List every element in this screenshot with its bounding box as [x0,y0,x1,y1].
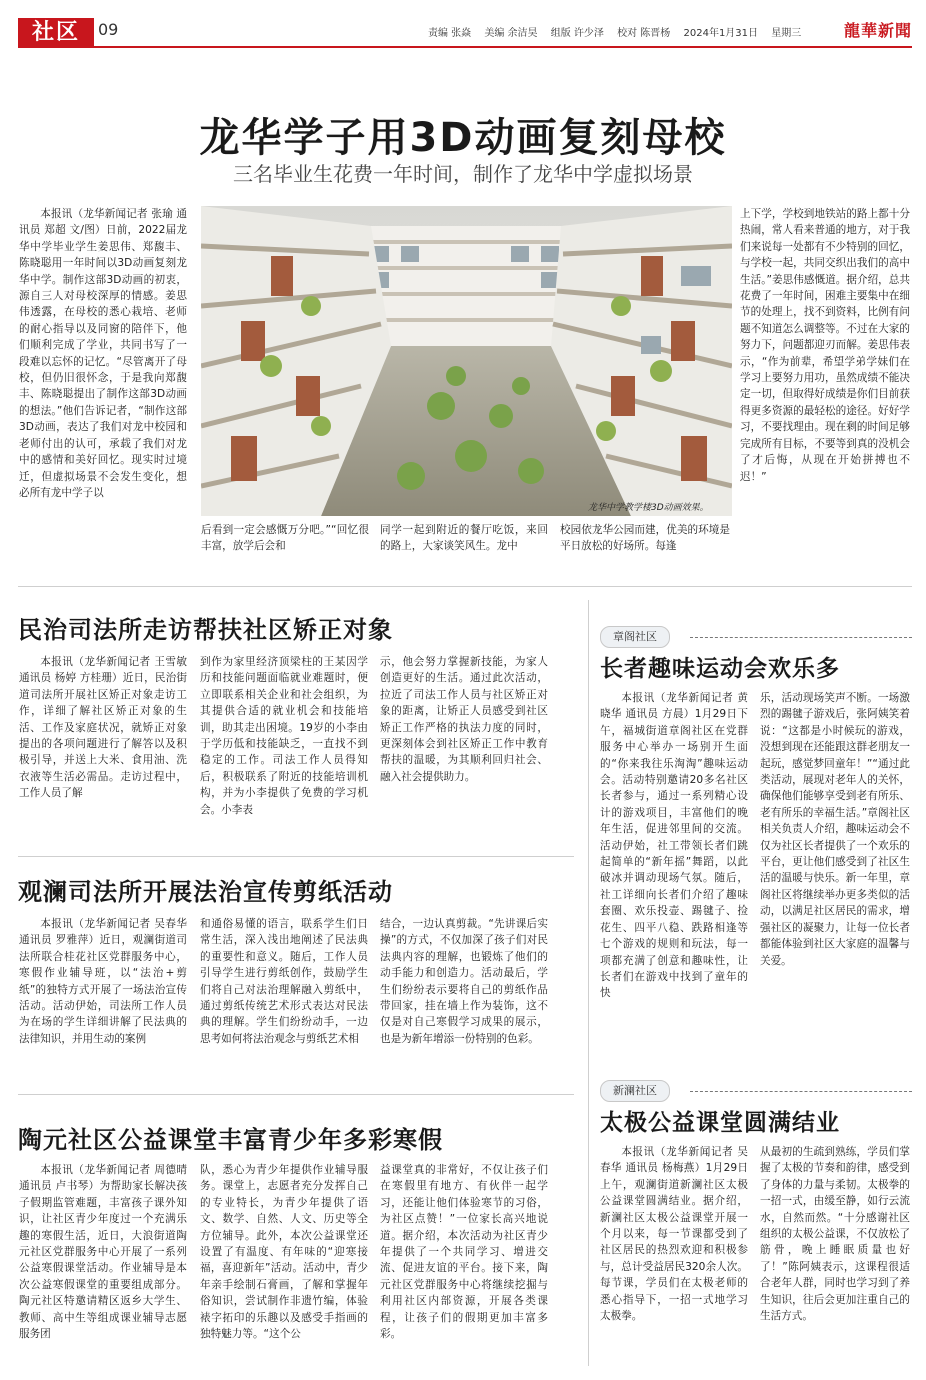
column-divider [588,600,589,1366]
lead-photo [201,206,732,516]
article4-headline: 长者趣味运动会欢乐多 [600,656,840,682]
issue-date: 2024年1月31日 [683,28,759,39]
article1-col1-text: 本报讯（龙华新闻记者 王雪敏 通讯员 杨婷 方桂珊）近日，民治街道司法所开展社区矫正对象走访工作，详细了解社区矫正对象的生活、工作及家庭状况，就矫正对象提出的各项问题进行了解答以及积极引导，并送上大米、食用油、洗衣液等生活必需品。走访过程中，工作人员了解 [19,656,187,800]
article3-col3-text: 益课堂真的非常好，不仅让孩子们在寒假里有地方、有伙伴一起学习，还能让他们体验寒节的习俗，为社区点赞！”一位家长高兴地说道。据介绍，本次活动为社区青少年提供了一个共同学习、增进交流、促进友谊的平台。接下来，陶元社区党群服务中心将继续挖掘与利用社区内部资源，开展各类课程，让孩子们的假期更加丰富多彩。 [380,1164,548,1341]
layout-credit: 组版 许少泽 [550,28,604,39]
lead-subheadline: 三名毕业生花费一年时间，制作了龙华中学虚拟场景 [233,162,693,186]
masthead-credits [428,24,811,39]
article5-community-tag: 新澜社区 [600,1080,670,1102]
article1-col3-text: 示，他会努力掌握新技能，为家人创造更好的生活。通过此次活动，拉近了司法工作人员与社区矫正对象的距离，让矫正人员感受到社区矫正工作严格的执法力度的同时，更深刻体会到社区矫正工作中教育帮扶的温暖，为其顺利回归社会、融入社会提供助力。 [380,656,548,783]
proof-credit: 校对 陈晋杨 [617,28,671,39]
article1-column-3 [380,654,548,844]
article1-column-1 [19,654,187,844]
article4-col1-text: 本报讯（龙华新闻记者 黄晓华 通讯员 方晨）1月29日下午，福城街道章阁社区在党群服务中心举办一场别开生面的“你来我往乐淘淘”趣味运动会。活动特别邀请20多名社区长者参与，通过一系列精心设计的游戏项目，丰富他们的晚年生活，促进邻里间的交流。活动伊始，社工带领长者们跳起简单的“新年摇”舞蹈，以此破冰并调动现场气氛。随后，社工详细向长者们介绍了趣味套圈、欢乐投壶、踢毽子、捡花生、四平八稳、跌路相逢等七个游戏的规则和玩法，每一项都充满了创意和趣味性，让长者们在游戏中找到了童年的快 [600,692,748,1000]
article1-col2-text: 到作为家里经济顶梁柱的王某因学历和技能问题面临就业难题时，便立即联系相关企业和社会组织，为其提供合适的就业机会和技能培训，助其走出困境。19岁的小李由于学历低和技能缺乏，一直找不到稳定的工作。司法工作人员得知后，积极联系了附近的技能培训机构，并为小李提供了免费的学习机会。小李表 [200,656,368,816]
photo-caption: 龙华中学教学楼3D动画效果。 [588,503,709,513]
article3-col1-text: 本报讯（龙华新闻记者 周德晴 通讯员 卢书琴）为帮助家长解决孩子假期监管难题，丰富孩子课外知识，让社区青少年度过一个充满乐趣的寒假生活，近日，大浪街道陶元社区党群服务中心开展了一系列公益寒假课堂活动。作业辅导是本次公益寒假课堂的重要组成部分。陶元社区特邀请精区返乡大学生、教师、高中生等组成课业辅导志愿服务团 [19,1164,187,1341]
lead-column-1 [19,206,187,566]
lead-column-4 [560,522,730,566]
article5-column-2 [760,1144,910,1366]
lead-column-2 [201,522,369,566]
article3-column-1 [19,1162,187,1368]
article2-headline: 观澜司法所开展法治宣传剪纸活动 [18,878,393,906]
editor-credit: 责编 张焱 [428,28,472,39]
article5-col2-text: 从最初的生疏到熟练，学员们掌握了太极的节奏和韵律，感受到了身体的力量与柔韧。太极拳的一招一式，由缓至静，如行云流水，自然而然。“十分感谢社区组织的太极公益课，不仅放松了筋骨，晚上睡眠质量也好了！”陈阿姨表示，这课程很适合老年人群，同时也学习到了养生知识，往后会更加注重自己的生活方式。 [760,1146,910,1323]
article1-headline: 民治司法所走访帮扶社区矫正对象 [18,616,393,644]
article5-tag-rule [690,1091,912,1092]
article3-column-2 [200,1162,368,1368]
article2-col3-text: 结合，一边认真剪裁。“先讲课后实操”的方式，不仅加深了孩子们对民法典内容的理解，也锻炼了他们的动手能力和创造力。活动最后，学生们纷纷表示要将自己的剪纸作品带回家，挂在墙上作为装饰，这不仅是对自己寒假学习成果的展示，也是为新年增添一份特别的色彩。 [380,918,548,1045]
article3-headline: 陶元社区公益课堂丰富青少年多彩寒假 [18,1126,443,1154]
lead-col5-text: 上下学，学校到地铁站的路上都十分热闹，常人看来普通的地方，对于我们来说每一处都有不少特别的回忆，与学校一起，共同交织出我们的高中生活。”姜思伟感慨道。据介绍，总共花费了一年时间，困难主要集中在细节的处理上，找不到资料，比例有问题不知道怎么调整等。不过在大家的努力下，问题都迎刃而解。姜思伟表示，“作为前辈，希望学弟学妹们在学习上要努力用功，虽然成绩不能决定一切，但取得好成绩是你们目前获得更多资源的最轻松的途径。好好学习，不要找理由。现在剩的时间足够完成所有目标，不要等到真的没机会了才后悔，从现在开始拼搏也不迟！” [740,208,910,483]
header-rule [18,46,912,48]
page-number: 09 [98,20,119,39]
lead-col2-text: 后看到一定会感慨万分吧。”“回忆很丰富，放学后会和 [201,524,369,553]
article1-column-2 [200,654,368,844]
article5-column-1 [600,1144,748,1366]
article2-divider [18,1094,574,1095]
lead-col4-text: 校园依龙华公园而建，优美的环境是平日放松的好场所。每逢 [560,524,730,553]
issue-weekday: 星期三 [771,28,802,39]
article3-column-3 [380,1162,548,1368]
article3-col2-text: 队，悉心为青少年提供作业辅导服务。课堂上，志愿者充分发挥自己的专业特长，为青少年提供了语文、数学、自然、人文、历史等全方位辅导。此外，本次公益课堂还设置了有温度、有年味的“迎寒接福，喜迎新年”活动。活动中，青少年亲手绘制石膏画，了解和掌握年俗知识，尝试制作非遗竹编，体验裱字拓印的乐趣以及感受手指画的独特魅力等。“这个公 [200,1164,368,1341]
article4-tag-rule [690,637,912,638]
lead-column-3 [380,522,548,566]
article4-col2-text: 乐，活动现场笑声不断。一场激烈的踢毽子游戏后，张阿姨笑着说：“这都是小时候玩的游戏，没想到现在还能跟这群老朋友一起玩，感觉梦回童年！”“通过此类活动，展现对老年人的关怀，确保他们能够享受到老有所乐、老有所乐的幸福生活。”章阁社区相关负责人介绍，趣味运动会不仅为社区长者提供了一个欢乐的平台，更让他们感受到了社区生活的温暖与快乐。新一年里，章阁社区将继续举办更多类似的活动，以满足社区居民的需求，增强社区的凝聚力，让每一位长者都能体验到社区大家庭的温馨与关爱。 [760,692,910,967]
lead-col3-text: 同学一起到附近的餐厅吃饭，来回的路上，大家谈笑风生。龙中 [380,524,548,553]
art-editor-credit: 美编 余洁昊 [484,28,538,39]
lead-col1-text: 本报讯（龙华新闻记者 张瑜 通讯员 郑超 文/图）日前，2022届龙华中学毕业学生姜思伟、郑馥丰、陈晓聪用一年时间以3D动画复刻龙华中学。制作这部3D动画的初衷，源自三人对母校深厚的情感。姜思伟透露，在母校的悉心栽培、老师的耐心指导以及同窗的陪伴下，他们顺利完成了学业，共同书写了一段难以忘怀的记忆。“尽管离开了母校，但仍旧很怀念，于是我向郑馥丰、陈晓聪提出了制作这部3D动画的想法。”他们告诉记者，“制作这部3D动画，表达了我们对龙中校园和老师付出的认可，承载了我们对龙中的感情和美好回忆。现实时过境迁，但虚拟场景不会发生变化，想必所有龙中学子以 [19,208,187,499]
section-tag: 社区 [18,18,94,48]
article4-column-1 [600,690,748,1046]
newspaper-logo: 龍華新聞 [843,21,912,40]
article2-col2-text: 和通俗易懂的语言，联系学生们日常生活，深入浅出地阐述了民法典的重要性和意义。随后，工作人员引导学生进行剪纸创作，鼓励学生们将自己对法治理解融入剪纸中，通过剪纸传统艺术形式表达对民法典的理解。学生们纷纷动手，一边思考如何将法治观念与剪纸艺术相 [200,918,368,1045]
article4-column-2 [760,690,910,1046]
article2-column-3 [380,916,548,1076]
school-3d-render-image [201,206,732,516]
article2-column-2 [200,916,368,1076]
article2-col1-text: 本报讯（龙华新闻记者 吴春华 通讯员 罗雅萍）近日，观澜街道司法所联合桂花社区党群服务中心，寒假作业辅导班，以“法治+剪纸”的独特方式开展了一场法治宣传活动。活动伊始，司法所工作人员为在场的学生详细讲解了民法典的法律知识，并用生动的案例 [19,918,187,1045]
lead-column-5 [740,206,910,566]
article1-divider [18,856,574,857]
article5-headline: 太极公益课堂圆满结业 [600,1110,840,1136]
lead-divider [18,586,912,587]
article4-community-tag: 章阁社区 [600,626,670,648]
article5-col1-text: 本报讯（龙华新闻记者 吴春华 通讯员 杨梅燕）1月29日上午，观澜街道新澜社区太极公益课堂圆满结业。据介绍，新澜社区太极公益课堂开展一个月以来，每一节课都受到了社区居民的热烈欢迎和积极参与，总计受益居民320余人次。每节课，学员们在太极老师的悉心指导下，一招一式地学习太极拳。 [600,1146,748,1323]
lead-headline: 龙华学子用3D动画复刻母校 [199,115,727,161]
article2-column-1 [19,916,187,1076]
